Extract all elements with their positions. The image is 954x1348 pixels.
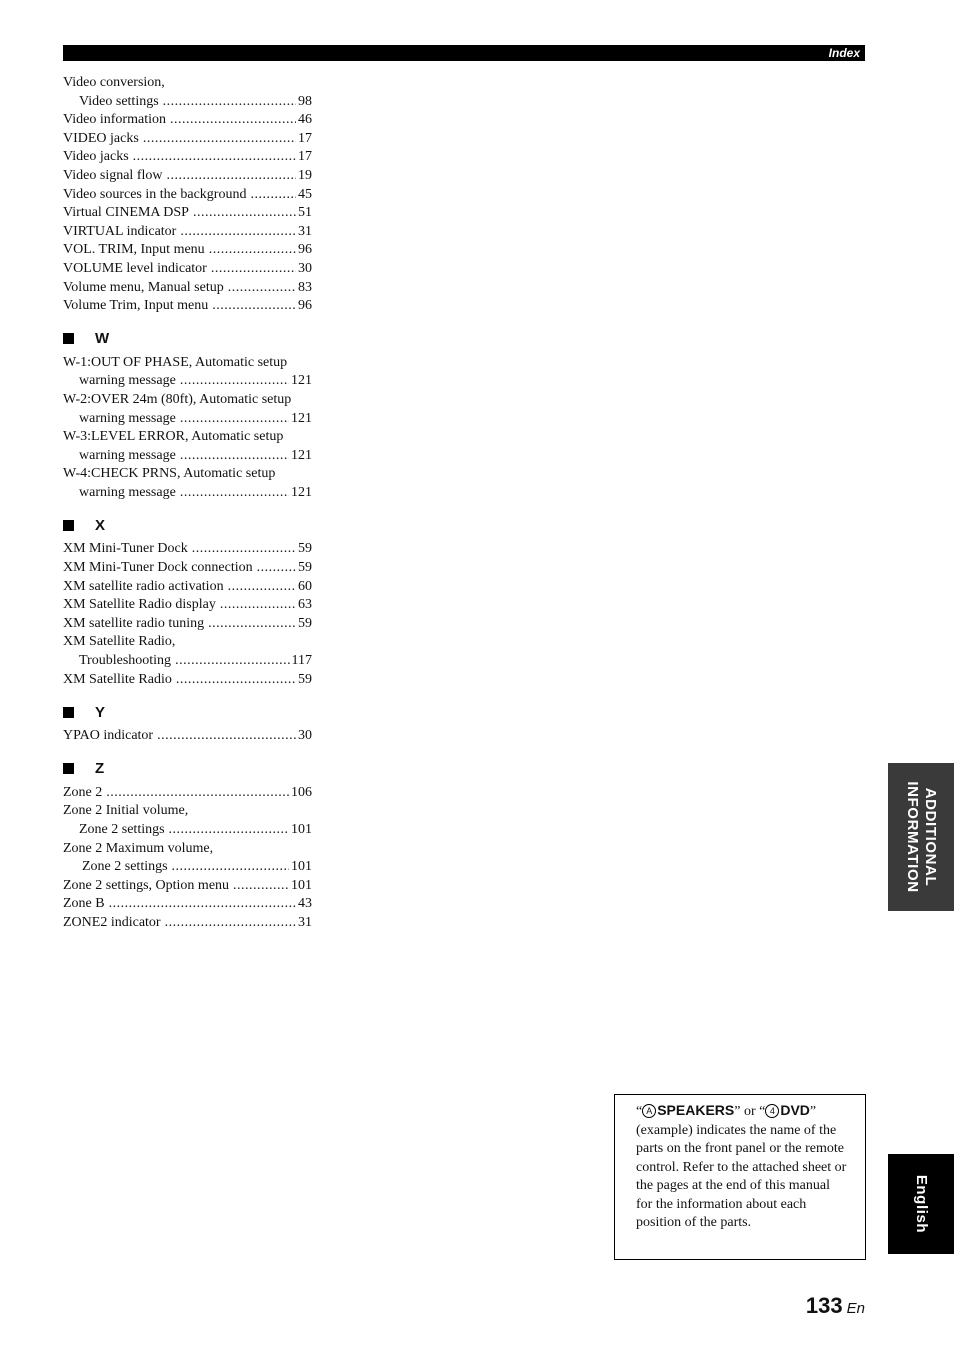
index-entry <box>63 596 312 615</box>
section-heading-x <box>63 514 312 536</box>
leader-dots <box>157 727 296 746</box>
index-entry <box>63 391 312 428</box>
index-entry <box>63 615 312 634</box>
entry-title: Volume Trim, Input menu <box>63 298 209 314</box>
entry-page: 30 <box>298 728 312 744</box>
leader-dots <box>228 279 296 298</box>
leader-dots <box>180 372 289 391</box>
side-tab-additional-information[interactable] <box>888 763 954 911</box>
page-language: En <box>846 1300 865 1317</box>
entry-page: 98 <box>298 93 312 109</box>
index-entry <box>63 802 312 839</box>
index-entry <box>63 465 312 502</box>
leader-dots <box>180 484 289 503</box>
entry-title: XM Mini-Tuner Dock connection <box>63 560 253 576</box>
entry-page: 121 <box>291 373 312 389</box>
note-speakers: SPEAKERS <box>657 1102 735 1118</box>
square-bullet-icon <box>63 707 74 718</box>
leader-dots <box>166 167 296 186</box>
section-heading-y <box>63 701 312 723</box>
section-letter: Z <box>95 760 105 778</box>
circled-a-icon: A <box>642 1104 656 1118</box>
entry-subtitle: Troubleshooting <box>79 653 172 669</box>
index-entry <box>63 130 312 149</box>
index-entry <box>63 578 312 597</box>
entry-title: Volume menu, Manual setup <box>63 279 224 295</box>
leader-dots <box>257 559 296 578</box>
header-label: Index <box>828 46 860 60</box>
section-heading-z <box>63 758 312 780</box>
leader-dots <box>180 223 296 242</box>
entry-title: Zone B <box>63 896 105 912</box>
leader-dots <box>209 241 296 260</box>
leader-dots <box>143 130 296 149</box>
entry-page: 96 <box>298 242 312 258</box>
entry-page: 46 <box>298 112 312 128</box>
entry-subtitle: warning message <box>79 410 176 426</box>
entry-page: 45 <box>298 186 312 202</box>
entry-subtitle: warning message <box>79 373 176 389</box>
entry-page: 106 <box>291 784 312 800</box>
entry-title: VOLUME level indicator <box>63 260 207 276</box>
leader-dots <box>208 615 296 634</box>
leader-dots <box>175 652 289 671</box>
entry-title: Virtual CINEMA DSP <box>63 205 189 221</box>
circled-4-icon: 4 <box>765 1104 779 1118</box>
page-number-value: 133 <box>805 1293 843 1318</box>
leader-dots <box>228 578 296 597</box>
entry-title: XM Mini-Tuner Dock <box>63 541 188 557</box>
entry-page: 30 <box>298 260 312 276</box>
side-tab-english[interactable] <box>888 1154 954 1254</box>
leader-dots <box>180 410 289 429</box>
leader-dots <box>250 186 296 205</box>
leader-dots <box>233 877 289 896</box>
index-entry <box>63 633 312 670</box>
index-entry <box>63 559 312 578</box>
entry-page: 19 <box>298 167 312 183</box>
index-entry <box>63 148 312 167</box>
entry-page: 17 <box>298 130 312 146</box>
entry-title: XM satellite radio tuning <box>63 615 205 631</box>
entry-page: 59 <box>298 671 312 687</box>
entry-title: XM satellite radio activation <box>63 578 224 594</box>
entry-title: Video signal flow <box>63 167 163 183</box>
entry-title: Zone 2 Initial volume, <box>63 803 189 819</box>
leader-dots <box>193 204 296 223</box>
index-entry <box>63 241 312 260</box>
entry-subtitle: warning message <box>79 484 176 500</box>
leader-dots <box>106 784 289 803</box>
entry-page: 51 <box>298 205 312 221</box>
index-entry <box>63 877 312 896</box>
leader-dots <box>133 148 296 167</box>
entry-subtitle: warning message <box>79 447 176 463</box>
side-tab-label-line2: INFORMATION <box>904 781 921 893</box>
side-tab-label-line1: ADDITIONAL <box>922 787 939 887</box>
entry-title: VIDEO jacks <box>63 130 139 146</box>
entry-page: 17 <box>298 149 312 165</box>
note-or: ” or “ <box>734 1104 766 1119</box>
entry-page: 43 <box>298 896 312 912</box>
entry-subtitle: Video settings <box>79 93 159 109</box>
entry-page: 59 <box>298 560 312 576</box>
entry-page: 59 <box>298 615 312 631</box>
index-entry <box>63 279 312 298</box>
entry-page: 117 <box>291 653 312 669</box>
entry-page: 101 <box>291 859 312 875</box>
entry-title: Video conversion, <box>63 75 165 90</box>
leader-dots <box>176 671 296 690</box>
index-entry <box>63 111 312 130</box>
entry-page: 121 <box>291 410 312 426</box>
entry-title: ZONE2 indicator <box>63 914 161 930</box>
index-entry <box>63 186 312 205</box>
index-entry <box>63 895 312 914</box>
entry-title: VOL. TRIM, Input menu <box>63 242 205 258</box>
entry-page: 59 <box>298 541 312 557</box>
index-entry <box>63 297 312 316</box>
entry-page: 63 <box>298 597 312 613</box>
header-bar <box>63 45 865 61</box>
index-entry <box>63 204 312 223</box>
entry-title: XM Satellite Radio display <box>63 597 216 613</box>
side-tab-english-label: English <box>913 1174 930 1234</box>
square-bullet-icon <box>63 520 74 531</box>
entry-title: Video jacks <box>63 149 129 165</box>
entry-title: W-4:CHECK PRNS, Automatic setup <box>63 466 276 482</box>
index-entry <box>63 727 312 746</box>
index-entry <box>63 354 312 391</box>
entry-title: Zone 2 Maximum volume, <box>63 840 214 856</box>
entry-title: XM Satellite Radio, <box>63 634 176 650</box>
leader-dots <box>192 540 296 559</box>
entry-page: 31 <box>298 223 312 239</box>
note-open-quote: “ <box>636 1104 643 1119</box>
entry-title: VIRTUAL indicator <box>63 223 177 239</box>
page-number <box>806 1293 865 1319</box>
note-close-quote: ” <box>809 1104 817 1119</box>
index-entry <box>63 428 312 465</box>
index-entry <box>63 74 312 111</box>
index-entry <box>63 914 312 933</box>
entry-subtitle: Zone 2 settings <box>79 822 165 837</box>
section-letter: X <box>95 516 106 534</box>
entry-page: 101 <box>291 877 312 893</box>
entry-title: W-1:OUT OF PHASE, Automatic setup <box>63 354 288 370</box>
leader-dots <box>180 447 289 466</box>
entry-page: 121 <box>291 447 312 463</box>
entry-page: 60 <box>298 578 312 594</box>
entry-title: YPAO indicator <box>63 728 154 744</box>
note-dvd: DVD <box>780 1102 810 1118</box>
entry-page: 31 <box>298 914 312 930</box>
square-bullet-icon <box>63 333 74 344</box>
entry-title: Video sources in the background <box>63 186 247 202</box>
leader-dots <box>172 858 289 877</box>
entry-title: Zone 2 settings, Option menu <box>63 877 230 893</box>
index-entry <box>63 260 312 279</box>
index-column <box>63 74 312 933</box>
entry-page: 121 <box>291 484 312 500</box>
note-box <box>614 1094 866 1260</box>
entry-title: Zone 2 <box>63 784 103 800</box>
entry-page: 101 <box>291 822 312 837</box>
section-letter: Y <box>95 703 106 721</box>
leader-dots <box>169 821 289 840</box>
entry-page: 83 <box>298 279 312 295</box>
leader-dots <box>212 297 296 316</box>
section-letter: W <box>95 330 110 348</box>
entry-title: W-3:LEVEL ERROR, Automatic setup <box>63 429 284 445</box>
square-bullet-icon <box>63 763 74 774</box>
note-body: (example) indicates the name of the parts on the front panel or the remote control. Refer to the attached sheet or the pages at the end of this manual for the information about each position of the parts. <box>636 1122 847 1230</box>
index-entry <box>63 784 312 803</box>
leader-dots <box>220 596 296 615</box>
index-entry <box>63 671 312 690</box>
leader-dots <box>109 895 296 914</box>
leader-dots <box>211 260 296 279</box>
entry-page: 96 <box>298 298 312 314</box>
entry-title: W-2:OVER 24m (80ft), Automatic setup <box>63 391 292 407</box>
leader-dots <box>165 914 296 933</box>
entry-title: XM Satellite Radio <box>63 671 172 687</box>
entry-title: Video information <box>63 112 166 128</box>
entry-subtitle: Zone 2 settings <box>82 859 168 875</box>
section-heading-w <box>63 328 312 350</box>
index-entry <box>63 167 312 186</box>
leader-dots <box>170 111 296 130</box>
index-entry <box>63 223 312 242</box>
leader-dots <box>163 93 296 112</box>
index-entry <box>63 840 312 877</box>
index-entry <box>63 540 312 559</box>
